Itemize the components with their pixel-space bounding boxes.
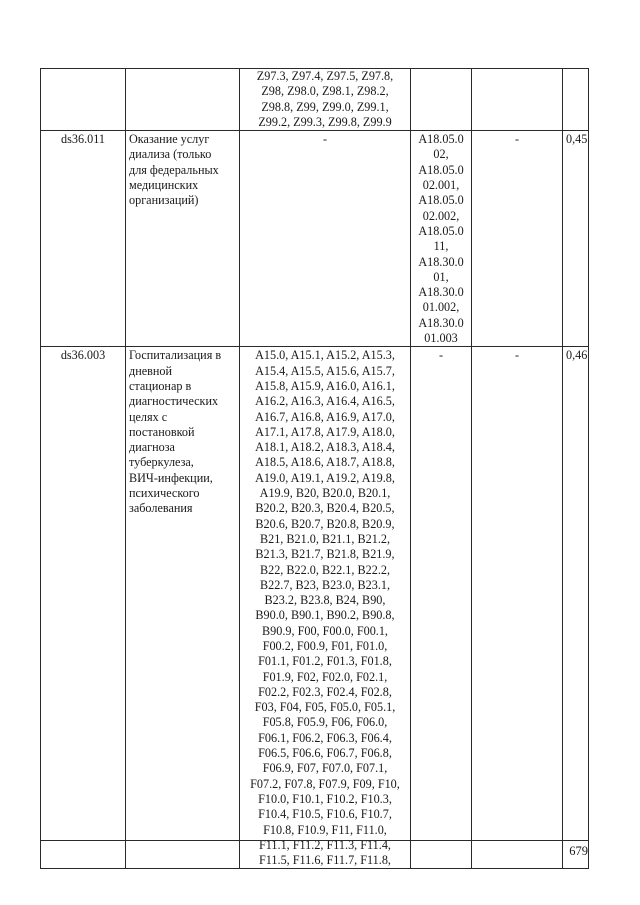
table-row-continuation [41,69,589,131]
name-cell-line: Госпитализация в [129,348,222,363]
name-cell [126,347,240,869]
name-cell [126,69,240,131]
procedures-cell-line: A18.05.0 [418,162,464,177]
icd-codes-cell-line: Z98.8, Z99, Z99.0, Z99.1, [261,99,389,114]
icd-codes-cell [240,69,411,131]
icd-codes-cell-line: F05.8, F05.9, F06, F06.0, [262,715,388,730]
icd-codes-cell-line: F10.0, F10.1, F10.2, F10.3, [258,791,392,806]
code-cell: ds36.003 [41,347,126,869]
icd-codes-cell-line: B20.6, B20.7, B20.8, B20.9, [255,516,395,531]
additional-criteria-cell [472,69,563,131]
tariff-table [40,68,589,869]
bottom-rule [40,840,588,841]
icd-codes-cell-line: F06.9, F07, F07.0, F07.1, [262,761,388,776]
icd-codes-cell-line: B23.2, B23.8, B24, B90, [264,593,386,608]
icd-codes-cell-line: - [322,132,328,147]
name-cell-line: дневной [129,363,173,378]
procedures-cell-line: A18.05.0 [418,132,464,147]
name-cell-line: заболевания [129,501,193,516]
name-cell-line: диализа (только [129,147,212,162]
table-row [41,347,589,869]
code-cell: ds36.011 [41,131,126,347]
procedures-cell-line: 11, [433,239,449,254]
coefficient-cell: 0,45 [563,131,589,347]
procedures-cell-line: - [438,348,444,363]
table-row [41,131,589,347]
procedures-cell-line: A18.30.0 [418,254,464,269]
icd-codes-cell-line: F00.2, F00.9, F01, F01.0, [262,638,388,653]
procedures-cell-line: 02.001, [422,178,460,193]
additional-criteria-cell: - [472,131,563,347]
name-cell-line: организаций) [129,193,199,208]
additional-criteria-cell: - [472,347,563,869]
procedures-cell-line: A18.30.0 [418,285,464,300]
icd-codes-cell [240,131,411,347]
icd-codes-cell-line: F03, F04, F05, F05.0, F05.1, [254,700,396,715]
icd-codes-cell-line: F11.1, F11.2, F11.3, F11.4, [259,837,391,852]
icd-codes-cell [240,347,411,869]
name-cell-line: ВИЧ-инфекции, [129,470,213,485]
icd-codes-cell-line: A19.9, B20, B20.0, B20.1, [259,486,391,501]
procedures-cell-line: A18.05.0 [418,223,464,238]
procedures-cell-line: 01, [433,269,449,284]
icd-codes-cell-line: B90.9, F00, F00.0, F00.1, [262,623,388,638]
icd-codes-cell-line: B20.2, B20.3, B20.4, B20.5, [255,501,395,516]
icd-codes-cell-line: B90.0, B90.1, B90.2, B90.8, [255,608,395,623]
icd-codes-cell-line: F06.1, F06.2, F06.3, F06.4, [258,730,392,745]
icd-codes-cell-line: F06.5, F06.6, F06.7, F06.8, [258,746,392,761]
icd-codes-cell-line: A18.1, A18.2, A18.3, A18.4, [255,440,395,455]
procedures-cell-line: 01.003 [424,331,458,346]
icd-codes-cell-line: F10.4, F10.5, F10.6, F10.7, [258,807,392,822]
name-cell-line: туберкулеза, [129,455,194,470]
icd-codes-cell-line: A17.1, A17.8, A17.9, A18.0, [255,424,395,439]
icd-codes-cell-line: Z99.2, Z99.3, Z99.8, Z99.9 [258,114,392,129]
procedures-cell-line: A18.05.0 [418,193,464,208]
icd-codes-cell-line: A15.4, A15.5, A15.6, A15.7, [255,363,395,378]
name-cell-line: для федеральных [129,162,219,177]
coefficient-cell: 0,46 [563,347,589,869]
icd-codes-cell-line: F01.1, F01.2, F01.3, F01.8, [258,654,392,669]
icd-codes-cell-line: B22, B22.0, B22.1, B22.2, [259,562,391,577]
icd-codes-cell-line: F11.5, F11.6, F11.7, F11.8, [259,853,391,868]
icd-codes-cell-line: A15.8, A15.9, A16.0, A16.1, [255,378,395,393]
icd-codes-cell-line: Z98, Z98.0, Z98.1, Z98.2, [261,84,389,99]
name-cell-line: Оказание услуг [129,132,210,147]
procedures-cell [411,131,472,347]
icd-codes-cell-line: B21, B21.0, B21.1, B21.2, [259,531,391,546]
name-cell [126,131,240,347]
page-number: 679 [569,844,588,858]
procedures-cell-line: 01.002, [422,300,460,315]
icd-codes-cell-line: Z97.3, Z97.4, Z97.5, Z97.8, [256,69,394,83]
procedures-cell-line: 02.002, [422,208,460,223]
icd-codes-cell-line: A18.5, A18.6, A18.7, A18.8, [255,455,395,470]
icd-codes-cell-line: F01.9, F02, F02.0, F02.1, [262,669,388,684]
procedures-cell-line: 02, [433,147,449,162]
icd-codes-cell-line: F02.2, F02.3, F02.4, F02.8, [258,684,392,699]
procedures-cell [411,347,472,869]
name-cell-line: постановкой [129,424,195,439]
coefficient-cell [563,69,589,131]
name-cell-line: медицинских [129,178,199,193]
icd-codes-cell-line: B21.3, B21.7, B21.8, B21.9, [255,547,395,562]
icd-codes-cell-line: F10.8, F10.9, F11, F11.0, [263,822,387,837]
icd-codes-cell-line: B22.7, B23, B23.0, B23.1, [259,577,391,592]
icd-codes-cell-line: A16.2, A16.3, A16.4, A16.5, [255,394,395,409]
table-body [41,69,589,869]
procedures-cell-line: A18.30.0 [418,315,464,330]
name-cell-line: психического [129,486,200,501]
name-cell-line: диагноза [129,440,175,455]
code-cell [41,69,126,131]
name-cell-line: стационар в [129,378,192,393]
icd-codes-cell-line: A19.0, A19.1, A19.2, A19.8, [255,470,395,485]
name-cell-line: целях с [129,409,168,424]
procedures-cell [411,69,472,131]
icd-codes-cell-line: A16.7, A16.8, A16.9, A17.0, [255,409,395,424]
icd-codes-cell-line: A15.0, A15.1, A15.2, A15.3, [255,348,395,363]
name-cell-line: диагностических [129,394,219,409]
icd-codes-cell-line: F07.2, F07.8, F07.9, F09, F10, [250,776,400,791]
